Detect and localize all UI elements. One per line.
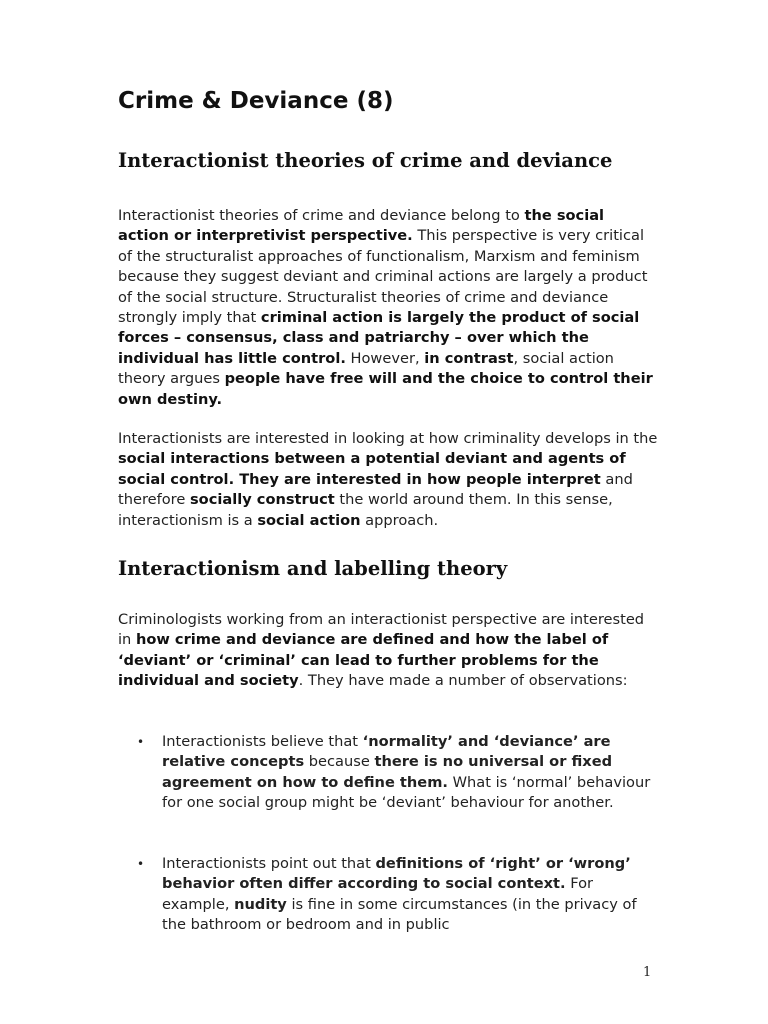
bullet-icon: • [137,735,145,749]
text-run: . They have made a number of observations: [298,672,628,690]
text-run: because [304,753,375,771]
page-number: 1 [643,965,652,980]
bold-text: how crime and deviance are defined and how the label of ‘deviant’ or ‘criminal’ can lead to further problems for the individual and society [118,631,609,690]
section-heading-interactionist-theories: Interactionist theories of crime and deviance [118,149,613,172]
bold-text: ‘normality’ and ‘deviance’ are relative concepts [162,733,611,771]
bold-text: nudity [234,895,287,913]
text-run: Interactionist theories of crime and deviance belong to [118,207,525,224]
list-item-text [162,733,650,811]
text-run: Interactionists are interested in looking at how criminality develops in the [118,430,658,447]
document-title: Crime & Deviance (8) [118,88,394,114]
text-run: However, [345,349,425,367]
text-run: Interactionists point out that [162,855,376,872]
bold-text: definitions of ‘right’ or ‘wrong’ behavior often differ according to social context. [162,855,631,893]
list-item [137,854,656,936]
bold-text: there is no universal or fixed agreement on how to define them. [162,753,613,791]
text-run: Interactionists believe that [162,733,363,750]
text-run: What is ‘normal’ behaviour for one social group might be ‘deviant’ behaviour for another. [162,773,651,812]
text-run: the world around them. In this sense, interactionism is a [118,491,613,529]
text-run: Criminologists working from an interactionist perspective are interested in [118,611,645,649]
text-run: This perspective is very critical of the structuralist approaches of functionalism, Marxism and feminism because they suggest deviant and criminal actions are largely a product of the social structure. Structuralist theories of crime and deviance strongly imply that [118,227,648,327]
bold-text: in contrast [424,349,514,367]
bold-text: social action [257,511,361,529]
bold-text: criminal action is largely the product of social forces – consensus, class and patriarchy – over which the individual has little control. [118,309,640,367]
section-heading-labelling-theory: Interactionism and labelling theory [118,557,508,580]
text-run: approach. [360,511,439,529]
list-item [137,732,656,814]
text-run: For example, [162,875,594,913]
bold-text: the social action or interpretivist perspective. [118,207,605,245]
list-item-text [162,855,637,933]
text-run: , social action theory argues [118,349,614,388]
paragraph-intro [118,206,658,410]
bold-text: people have free will and the choice to control their own destiny. [118,370,653,408]
paragraph-criminologists [118,610,658,692]
bold-text: socially construct [189,491,335,509]
text-run: is fine in some circumstances (in the privacy of the bathroom or bedroom and in public [162,895,637,934]
paragraph-interactionists [118,429,658,531]
text-run: and therefore [118,470,633,509]
bullet-icon: • [137,857,145,871]
bold-text: social interactions between a potential deviant and agents of social control. They are interested in how people interpret [118,450,626,488]
